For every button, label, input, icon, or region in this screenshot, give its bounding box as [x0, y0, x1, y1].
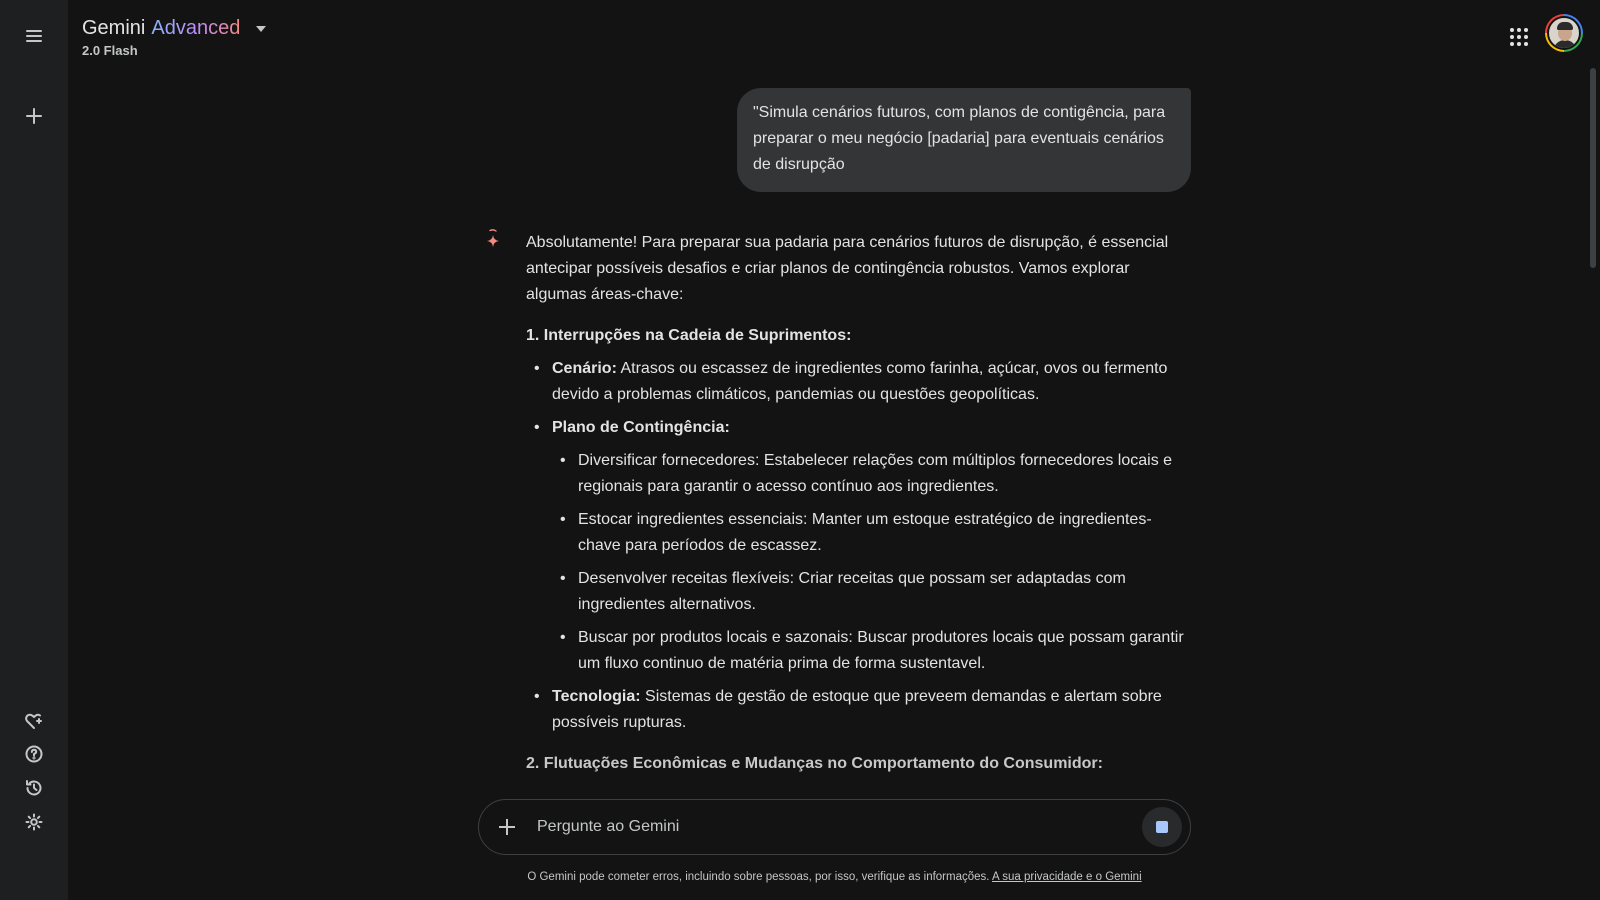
- apps-grid-dot: [1517, 35, 1521, 39]
- plus-icon: [24, 106, 44, 126]
- settings-button[interactable]: [14, 802, 54, 842]
- list-item: [526, 356, 1192, 408]
- help-icon: [24, 744, 44, 764]
- plan-sublist: [552, 448, 1192, 677]
- tier-label: Advanced: [151, 17, 241, 39]
- plan-item: • Diversificar fornecedores: Estabelecer relações com múltiplos fornecedores locais e regionais para garantir o acesso contínuo aos ingredientes.: [552, 448, 1192, 500]
- response-intro: Absolutamente! Para preparar sua padaria para cenários futuros de disrupção, é essencial antecipar possíveis desafios e criar planos de contingência robustos. Vamos explorar algumas áreas-chave:: [526, 234, 1169, 303]
- history-icon: [24, 778, 44, 798]
- menu-icon: [24, 26, 44, 46]
- apps-grid-dot: [1524, 35, 1528, 39]
- plan-item: • Desenvolver receitas flexíveis: Criar receitas que possam ser adaptadas com ingredientes alternativos.: [552, 566, 1192, 618]
- gemini-spark-icon: [484, 228, 502, 252]
- prompt-input[interactable]: [527, 818, 1142, 836]
- new-chat-button[interactable]: [14, 96, 54, 136]
- list-item: [526, 684, 1192, 736]
- upload-button[interactable]: [487, 807, 527, 847]
- user-message: "Simula cenários futuros, com planos de contigência, para preparar o meu negócio [padaria] para eventuais cenários de disrupção: [737, 88, 1191, 192]
- section-heading-supply-chain: 1. Interrupções na Cadeia de Suprimentos:: [526, 327, 852, 344]
- prompt-composer: [478, 799, 1191, 855]
- apps-grid-dot: [1510, 35, 1514, 39]
- avatar-image: [1547, 16, 1581, 50]
- avatar-hair: [1557, 22, 1573, 30]
- apps-grid-dot: [1524, 42, 1528, 46]
- gem-icon: [24, 711, 44, 731]
- list-item: [526, 415, 1192, 677]
- apps-grid-dot: [1517, 42, 1521, 46]
- stop-icon: [1156, 821, 1168, 833]
- plan-item: • Buscar por produtos locais e sazonais: Buscar produtores locais que possam garantir um fluxo continuo de matéria prima de forma sustentavel.: [552, 625, 1192, 677]
- scenario-label: Cenário:: [552, 360, 617, 377]
- section-heading-economy: 2. Flutuações Econômicas e Mudanças no Comportamento do Consumidor:: [526, 755, 1103, 772]
- footer-disclaimer: [478, 869, 1191, 885]
- plan-label: Plano de Contingência:: [552, 419, 730, 436]
- privacy-link[interactable]: A sua privacidade e o Gemini: [992, 871, 1142, 883]
- chat-scrollbar[interactable]: [1590, 68, 1596, 268]
- apps-grid-dot: [1517, 28, 1521, 32]
- chevron-down-icon: [256, 26, 266, 32]
- plan-item: • Estocar ingredientes essenciais: Manter um estoque estratégico de ingredientes-chave para períodos de escassez.: [552, 507, 1192, 559]
- model-switcher[interactable]: [82, 16, 266, 40]
- side-rail: [0, 0, 68, 900]
- account-avatar[interactable]: [1545, 14, 1583, 52]
- tech-label: Tecnologia:: [552, 688, 641, 705]
- google-apps-button[interactable]: [1502, 20, 1534, 52]
- stop-generation-button[interactable]: [1142, 807, 1182, 847]
- scenario-text: Atrasos ou escassez de ingredientes como farinha, açúcar, ovos ou fermento devido a problemas climáticos, pandemias ou questões geopolíticas.: [552, 360, 1168, 403]
- apps-grid-dot: [1510, 42, 1514, 46]
- section-list: [526, 356, 1192, 736]
- model-response: [526, 230, 1192, 784]
- app-title: Gemini: [82, 17, 146, 39]
- model-version: 2.0 Flash: [82, 43, 138, 58]
- plus-icon: [497, 817, 517, 837]
- avatar-body: [1553, 40, 1577, 50]
- tech-text: Sistemas de gestão de estoque que preveem demandas e alertam sobre possíveis rupturas.: [552, 688, 1162, 731]
- main-menu-button[interactable]: [14, 16, 54, 56]
- disclaimer-text: O Gemini pode cometer erros, incluindo sobre pessoas, por isso, verifique as informações.: [527, 871, 993, 883]
- app-header: [82, 16, 266, 58]
- apps-grid-icon: [1510, 28, 1514, 32]
- gear-icon: [24, 812, 44, 832]
- apps-grid-dot: [1524, 28, 1528, 32]
